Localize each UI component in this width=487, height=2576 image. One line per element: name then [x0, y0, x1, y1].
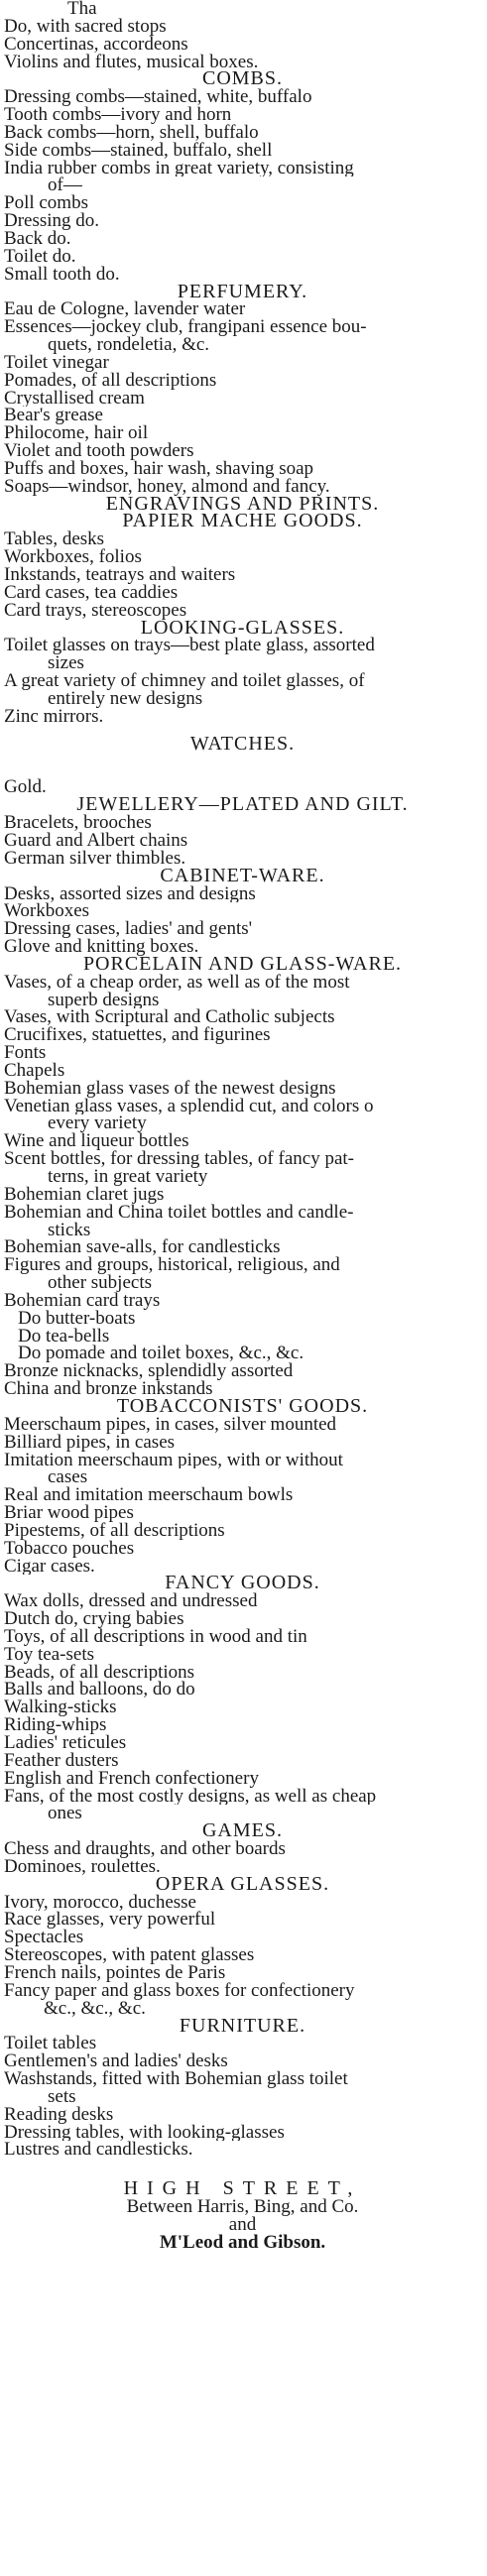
- text-line: Dressing tables, with looking-glasses: [4, 2123, 285, 2142]
- text-line: Do pomade and toilet boxes, &c., &c.: [18, 1345, 304, 1363]
- text-line: Zinc mirrors.: [4, 707, 104, 726]
- text-line: Washstands, fitted with Bohemian glass toilet: [4, 2070, 348, 2088]
- text-line: Briar wood pipes: [4, 1504, 134, 1522]
- text-line: Pomades, of all descriptions: [4, 371, 217, 390]
- text-line: Do butter-boats: [18, 1309, 136, 1328]
- section-heading: LOOKING-GLASSES.: [140, 619, 345, 638]
- text-line: Philocome, hair oil: [4, 424, 149, 443]
- text-line: Puffs and boxes, hair wash, shaving soap: [4, 459, 314, 478]
- text-line: Bronze nicknacks, splendidly assorted: [4, 1362, 294, 1381]
- text-line: Concertinas, accordeons: [4, 35, 188, 54]
- text-line: Crystallised cream: [4, 389, 145, 408]
- text-line: and: [228, 2215, 257, 2234]
- text-line: Toilet glasses on trays—best plate glass, assorted: [4, 637, 375, 655]
- text-line: Vases, of a cheap order, as well as of the most: [4, 973, 350, 992]
- text-line: Bohemian glass vases of the newest designs: [4, 1079, 336, 1098]
- section-heading: PERFUMERY.: [177, 283, 308, 301]
- text-line: Between Harris, Bing, and Co.: [126, 2198, 359, 2216]
- text-line: Workboxes, folios: [4, 548, 142, 566]
- text-line: Toilet vinegar: [4, 353, 109, 372]
- text-line: Billiard pipes, in cases: [4, 1433, 176, 1452]
- text-line: Stereoscopes, with patent glasses: [4, 1946, 255, 1964]
- text-line: Back combs—horn, shell, buffalo: [4, 123, 259, 142]
- text-line: Tooth combs—ivory and horn: [4, 106, 232, 124]
- section-heading: FANCY GOODS.: [165, 1575, 320, 1593]
- text-line: Back do.: [4, 229, 71, 248]
- text-line: Ladies' reticules: [4, 1734, 127, 1752]
- text-line: China and bronze inkstands: [4, 1380, 213, 1398]
- text-line: Toy tea-sets: [4, 1645, 95, 1664]
- text-line: cases: [48, 1468, 88, 1487]
- text-line: Card cases, tea caddies: [4, 583, 179, 602]
- text-line: Side combs—stained, buffalo, shell: [4, 141, 273, 160]
- text-line: Figures and groups, historical, religious, and: [4, 1256, 340, 1275]
- text-line: Imitation meerschaum pipes, with or without: [4, 1451, 343, 1469]
- section-heading: GAMES.: [201, 1822, 283, 1841]
- text-line: Glove and knitting boxes.: [4, 938, 199, 956]
- text-line: Gentlemen's and ladies' desks: [4, 2052, 228, 2071]
- text-line: &c., &c., &c.: [44, 1999, 146, 2018]
- text-line: English and French confectionery: [4, 1769, 259, 1788]
- text-line: Pipestems, of all descriptions: [4, 1521, 225, 1540]
- text-line: superb designs: [48, 991, 160, 1009]
- text-line: sets: [48, 2087, 76, 2106]
- text-line: Toilet tables: [4, 2035, 97, 2053]
- text-line: Feather dusters: [4, 1751, 119, 1770]
- text-line: Fans, of the most costly designs, as well as cheap: [4, 1787, 377, 1806]
- text-line: Tables, desks: [4, 530, 105, 549]
- text-line: Toys, of all descriptions in wood and tin: [4, 1627, 307, 1646]
- text-line: Lustres and candlesticks.: [4, 2141, 193, 2160]
- section-heading: CABINET-WARE.: [160, 867, 325, 885]
- text-line: Dressing combs—stained, white, buffalo: [4, 88, 312, 107]
- text-line: Inkstands, teatrays and waiters: [4, 566, 236, 584]
- text-line: Guard and Albert chains: [4, 831, 188, 850]
- text-line: every variety: [48, 1114, 147, 1133]
- text-line: Bohemian claret jugs: [4, 1185, 165, 1204]
- text-line: Chapels: [4, 1061, 65, 1080]
- text-line: Eau de Cologne, lavender water: [4, 300, 246, 319]
- text-line: Cigar cases.: [4, 1557, 95, 1576]
- section-heading: HIGH STREET,: [123, 2180, 362, 2199]
- text-line: German silver thimbles.: [4, 849, 186, 868]
- text-line: M'Leod and Gibson.: [159, 2233, 326, 2252]
- text-line: Do tea-bells: [18, 1327, 110, 1346]
- text-line: Card trays, stereoscopes: [4, 601, 187, 620]
- text-line: entirely new designs: [48, 689, 203, 708]
- text-line: terns, in great variety: [48, 1168, 208, 1186]
- text-line: Meerschaum pipes, in cases, silver mounted: [4, 1415, 337, 1434]
- text-line: Dominoes, roulettes.: [4, 1857, 161, 1876]
- text-line: Reading desks: [4, 2105, 114, 2124]
- text-line: Gold.: [4, 778, 47, 797]
- text-line: India rubber combs in great variety, consisting: [4, 159, 354, 177]
- text-line: Dutch do, crying babies: [4, 1610, 184, 1628]
- text-line: Crucifixes, statuettes, and figurines: [4, 1026, 271, 1045]
- text-line: Fancy paper and glass boxes for confectionery: [4, 1981, 355, 2000]
- text-line: Chess and draughts, and other boards: [4, 1840, 286, 1858]
- text-line: Desks, assorted sizes and designs: [4, 884, 256, 903]
- section-heading: JEWELLERY—PLATED AND GILT.: [76, 796, 409, 815]
- section-heading: PORCELAIN AND GLASS-WARE.: [82, 955, 403, 974]
- text-line: Beads, of all descriptions: [4, 1663, 195, 1682]
- text-line: Workboxes: [4, 902, 90, 921]
- section-heading: WATCHES.: [189, 735, 296, 754]
- text-line: Spectacles: [4, 1929, 84, 1947]
- text-line: Vases, with Scriptural and Catholic subjects: [4, 1008, 335, 1027]
- text-line: Dressing cases, ladies' and gents': [4, 920, 253, 939]
- text-line: Toilet do.: [4, 247, 76, 266]
- text-line: sizes: [48, 654, 84, 673]
- text-line: Bohemian save-alls, for candlesticks: [4, 1238, 281, 1257]
- text-line: Soaps—windsor, honey, almond and fancy.: [4, 477, 330, 496]
- text-line: Bear's grease: [4, 407, 103, 425]
- text-line: Do, with sacred stops: [4, 17, 167, 36]
- text-line: Essences—jockey club, frangipani essence bou-: [4, 318, 367, 337]
- text-line: of—: [48, 176, 82, 195]
- section-heading: TOBACCONISTS' GOODS.: [116, 1397, 369, 1416]
- text-line: Violins and flutes, musical boxes.: [4, 53, 259, 71]
- section-heading: COMBS.: [201, 70, 284, 89]
- text-line: Bohemian and China toilet bottles and candle-: [4, 1203, 354, 1222]
- text-line: Wine and liqueur bottles: [4, 1132, 189, 1151]
- text-line: Balls and balloons, do do: [4, 1681, 195, 1699]
- text-line: Walking-sticks: [4, 1698, 117, 1717]
- section-heading: PAPIER MACHE GOODS.: [122, 513, 363, 531]
- text-line: A great variety of chimney and toilet glasses, of: [4, 672, 365, 690]
- text-line: other subjects: [48, 1274, 153, 1292]
- text-line: Real and imitation meerschaum bowls: [4, 1486, 294, 1505]
- text-line: quets, rondeletia, &c.: [48, 336, 210, 354]
- text-line: Small tooth do.: [4, 265, 120, 284]
- text-line: Bohemian card trays: [4, 1291, 161, 1310]
- section-heading: ENGRAVINGS AND PRINTS.: [105, 495, 380, 514]
- section-heading: FURNITURE.: [179, 2017, 306, 2036]
- text-line: French nails, pointes de Paris: [4, 1963, 226, 1982]
- text-line: Violet and tooth powders: [4, 442, 194, 460]
- text-line: ones: [48, 1805, 82, 1823]
- text-line: Dressing do.: [4, 212, 100, 230]
- text-line: Ivory, morocco, duchesse: [4, 1893, 196, 1912]
- section-heading: OPERA GLASSES.: [155, 1875, 330, 1894]
- text-line: sticks: [48, 1221, 91, 1239]
- text-line: Wax dolls, dressed and undressed: [4, 1592, 258, 1611]
- text-line: Tha: [67, 0, 97, 18]
- text-line: Tobacco pouches: [4, 1539, 135, 1558]
- text-line: Venetian glass vases, a splendid cut, and colors o: [4, 1097, 374, 1115]
- text-line: Poll combs: [4, 194, 88, 213]
- text-line: Fonts: [4, 1044, 47, 1062]
- text-line: Riding-whips: [4, 1716, 107, 1734]
- text-line: Bracelets, brooches: [4, 814, 152, 832]
- text-line: Scent bottles, for dressing tables, of fancy pat-: [4, 1150, 354, 1168]
- text-line: Race glasses, very powerful: [4, 1911, 216, 1930]
